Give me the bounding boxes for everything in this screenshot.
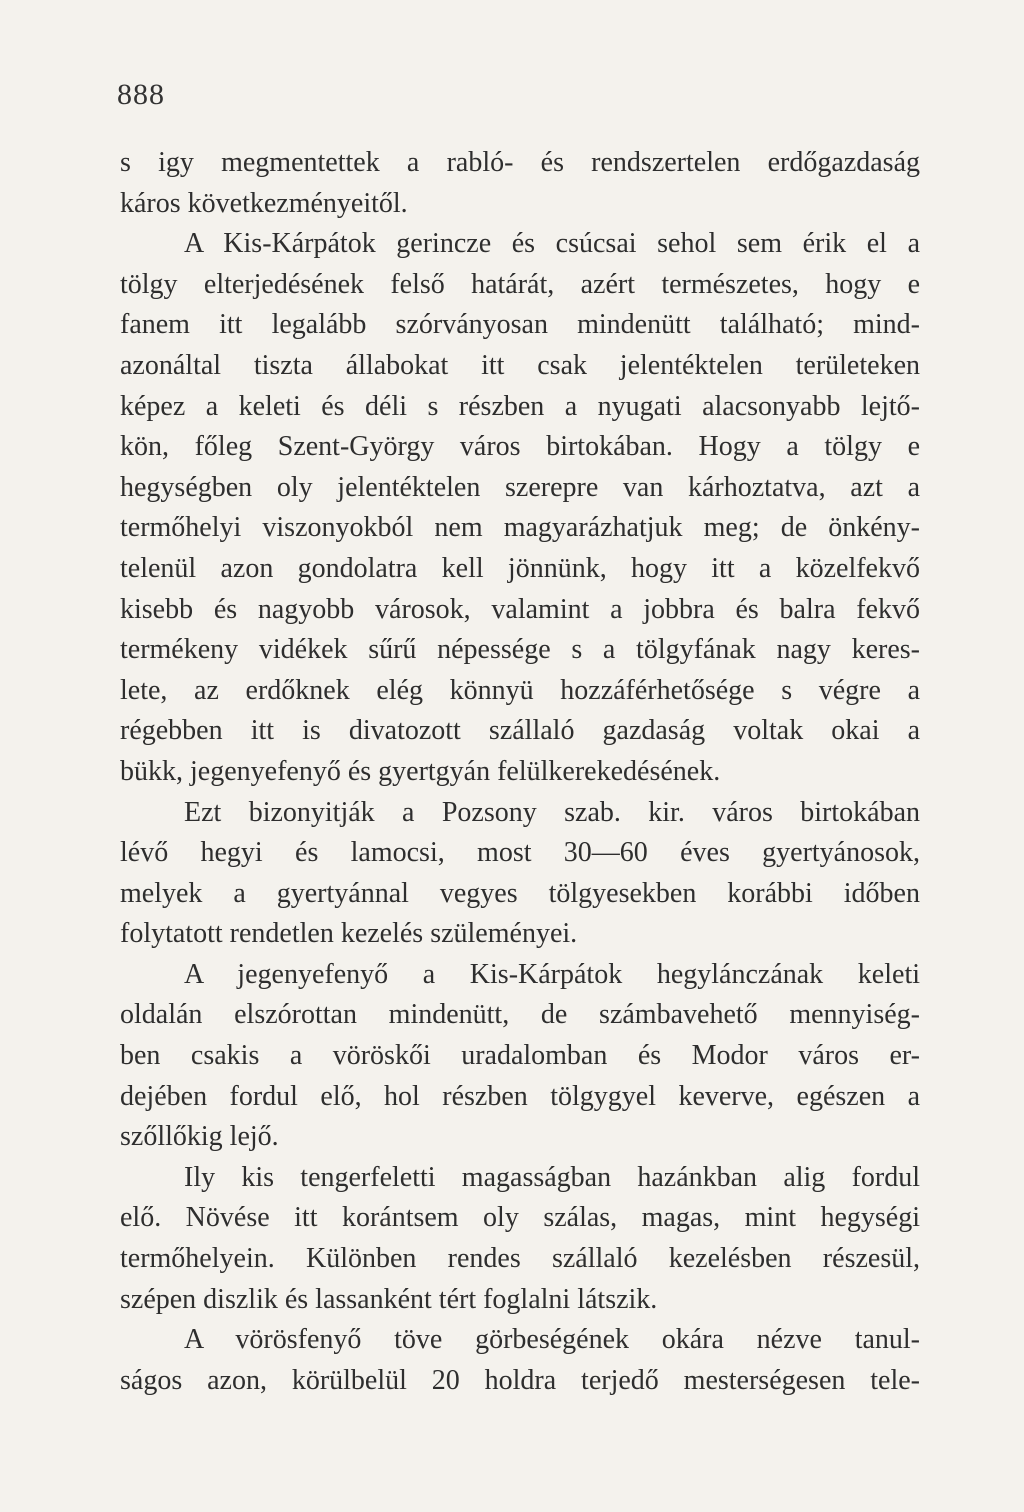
text-line: folytatott rendetlen kezelés szüleményei. [120,918,578,950]
text-line: tölgy elterjedésének felső határát, azért természetes, hogy e [120,268,920,300]
text-line: dejében fordul elő, hol részben tölgygyel keverve, egészen a [120,1080,920,1112]
text-line: kön, főleg Szent-György város birtokában. Hogy a tölgy e [120,431,920,463]
text-line: termőhelyein. Különben rendes szállaló kezelésben részesül, [120,1243,920,1275]
text-line: termékeny vidékek sűrű népessége s a tölgyfának nagy keres- [120,634,920,666]
text-line: telenül azon gondolatra kell jönnünk, hogy itt a közelfekvő [120,552,920,584]
text-line: Ily kis tengerfeletti magasságban hazánkban alig fordul [184,1161,920,1193]
text-line: s igy megmentettek a rabló- és rendszertelen erdőgazdaság [120,147,920,178]
text-line: ságos azon, körülbelül 20 holdra terjedő mesterségesen tele- [120,1364,920,1396]
text-line: melyek a gyertyánnal vegyes tölgyesekben korábbi időben [120,877,920,909]
text-line: termőhelyi viszonyokból nem magyarázhatjuk meg; de önkény- [120,512,920,544]
text-line: A jegenyefenyő a Kis-Kárpátok hegylánczának keleti [184,958,920,990]
text-line: képez a keleti és déli s részben a nyugati alacsonyabb lejtő- [120,390,920,422]
text-line: lévő hegyi és lamocsi, most 30—60 éves gyertyánosok, [120,837,920,869]
text-line: régebben itt is divatozott szállaló gazdaság voltak okai a [120,715,920,747]
text-line: A Kis-Kárpátok gerincze és csúcsai sehol sem érik el a [184,228,920,260]
text-line: káros következményeitől. [120,187,408,219]
text-line: azonáltal tiszta állabokat itt csak jelentéktelen területeken [120,349,920,381]
text-line: elő. Növése itt korántsem oly szálas, magas, mint hegységi [120,1202,920,1234]
text-line: szőllőkig lejő. [120,1121,279,1153]
text-line: fanem itt legalább szórványosan mindenütt található; mind- [120,309,920,341]
body-text [120,143,920,1401]
text-line: A vörösfenyő töve görbeségének okára nézve tanul- [184,1324,920,1356]
text-line: lete, az erdőknek elég könnyü hozzáférhetősége s végre a [120,674,920,706]
text-line: oldalán elszórottan mindenütt, de számbavehető mennyiség- [120,999,920,1031]
text-line: Ezt bizonyitják a Pozsony szab. kir. város birtokában [184,796,920,828]
text-line: kisebb és nagyobb városok, valamint a jobbra és balra fekvő [120,593,920,625]
text-line: ben csakis a vöröskői uradalomban és Modor város er- [120,1040,920,1072]
text-line: hegységben oly jelentéktelen szerepre van kárhoztatva, azt a [120,471,920,503]
text-line: bükk, jegenyefenyő és gyertgyán felülkerekedésének. [120,755,721,787]
text-line: szépen diszlik és lassanként tért foglalni látszik. [120,1283,658,1315]
page-number: 888 [117,78,165,111]
